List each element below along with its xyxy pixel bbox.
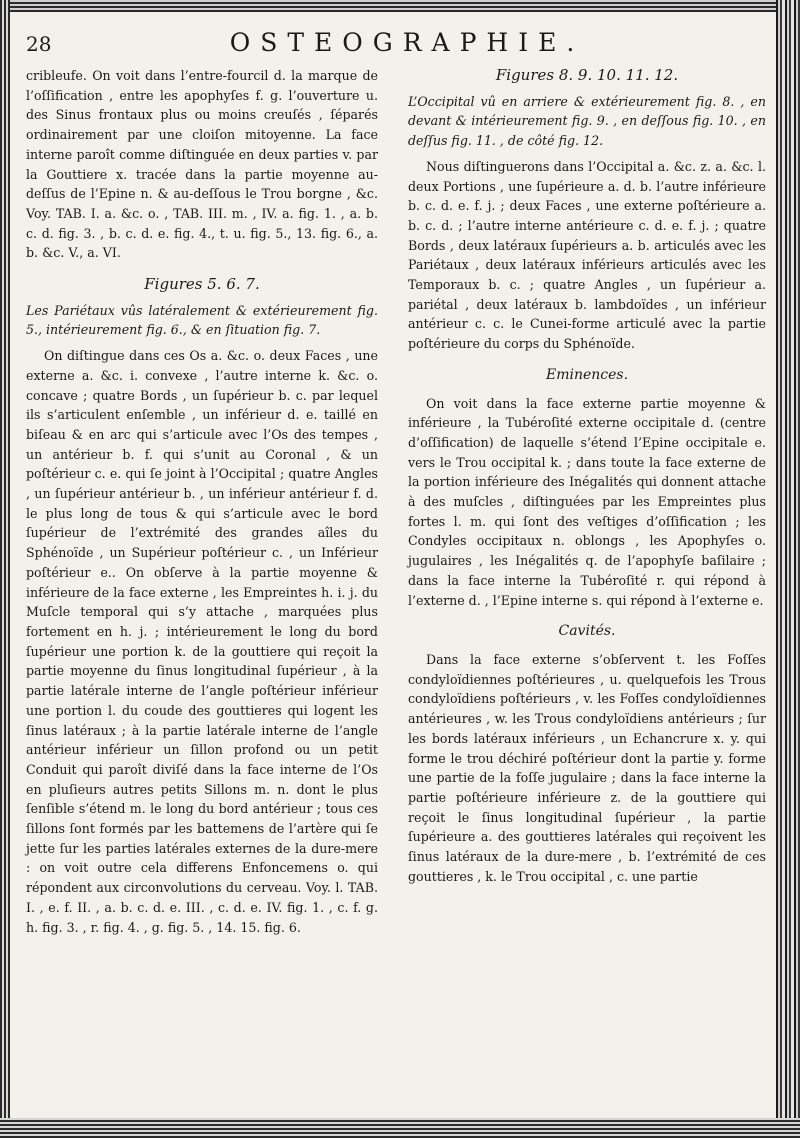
page-left-border (0, 0, 10, 1138)
left-paragraph-1: cribleufe. On voit dans l’entre-fourcil d. la marque de l’oſſification , entre les apophyſes f. g. l’ouverture u. des Sinus frontaux plus ou moins creuſés , ſéparés ordinairement par une cloiſon mitoyenne. La face interne paroît comme diſtinguée en deux parties v. par la Gouttiere x. tracée dans la partie moyenne au-deſſus de l’Epine n. & au-deſſous le Trou borgne , &c. Voy. TAB. I. a. &c. o. , TAB. III. m. , IV. a. fig. 1. , a. b. c. d. fig. 3. , b. c. d. e. fig. 4., t. u. fig. 5., 13. fig. 6., a. b. &c. V., a. VI. (26, 68, 378, 261)
left-column (26, 66, 378, 943)
right-paragraph-3: Dans la face externe s’obſervent t. les Foſſes condyloïdiennes poſtérieures , u. quelquefois les Trous condyloïdiens poſtérieurs , v. les Foſſes condyloïdiennes antérieures , w. les Trous condyloïdiens antérieurs ; ſur les bords latéraux inférieurs , un Echancrure x. y. qui forme le trou déchiré poſtérieur dont la partie y. forme une partie de la foſſe jugulaire ; dans la face interne la partie poſtérieure inférieure z. de la gouttiere qui reçoit le ſinus longitudinal ſupérieur , la partie ſupérieure a. des gouttieres latérales qui reçoivent les ſinus latéraux de la dure-mere , b. l’extrémité de ces gouttieres , k. le Trou occipital , c. une partie (408, 651, 766, 884)
figures-caption-occipital: L’Occipital vû en arriere & extérieurement fig. 8. , en devant & intérieurement fig. 9. , en deſſous fig. 10. , en deſſus fig. 11. , de côté fig. 12. (408, 93, 766, 149)
left-paragraph-2: On diſtingue dans ces Os a. &c. o. deux Faces , une externe a. &c. i. convexe , l’autre interne k. &c. o. concave ; quatre Bords , un ſupérieur b. c. par lequel ils s’articulent enſemble , un inférieur d. e. taillé en biſeau & en arc qui s’articule avec l’Os des tempes , un antérieur b. f. qui s’unit au Coronal , & un poſtérieur c. e. qui ſe joint à l’Occipital ; quatre Angles , un ſupérieur antérieur b. , un inférieur antérieur f. d. le plus long de tous & qui s’articule avec le bord ſupérieur de l’extrémité des grandes aîles du Sphénoïde , un Supérieur poſtérieur c. , un Inférieur poſtérieur e.. On obſerve à la partie moyenne & inférieure de la face externe , les Empreintes h. i. j. du Muſcle temporal qui s’y attache , marquées plus fortement en h. j. ; intérieurement le long du bord ſupérieur une portion k. de la gouttiere qui reçoit la partie moyenne du ſinus longitudinal ſupérieur , à la partie latérale interne de l’angle poſtérieur inférieur une portion l. du coude des gouttieres qui logent les ſinus latéraux ; à la partie latérale interne de l’angle antérieur inférieur un ſillon profond ou un petit Conduit qui paroît diviſé dans la face interne de l’Os en pluſieurs autres petits Sillons m. n. dont le plus ſenſible s’étend m. le long du bord antérieur ; tous ces ſillons ſont formés par les battemens de l’artère qui ſe jette ſur les parties latérales externes de la dure-mere : on voit outre cela differens Enfoncemens o. qui répondent aux circonvolutions du cerveau. Voy. l. TAB. I. , e. f. II. , a. b. c. d. e. III. , c. d. e. IV. fig. 1. , c. f. g. h. fig. 3. , r. fig. 4. , g. fig. 5. , 14. 15. fig. 6. (26, 348, 378, 935)
running-title: OSTEOGRAPHIE. (229, 28, 585, 57)
page-header (26, 28, 766, 62)
page-bottom-border (0, 1118, 800, 1138)
page-top-border (0, 0, 800, 12)
page-right-border (776, 0, 800, 1138)
right-paragraph-1: Nous diſtinguerons dans l’Occipital a. &c. z. a. &c. l. deux Portions , une ſupérieure a. d. b. l’autre inférieure b. c. d. e. f. j. ; deux Faces , une externe poſtérieure a. b. c. d. ; l’autre interne antérieure c. d. e. f. j. ; quatre Bords , deux latéraux ſupérieurs a. b. articulés avec les Pariétaux , deux latéraux inférieurs articulés avec les Temporaux b. c. ; quatre Angles , un ſupérieur a. pariétal , deux latéraux b. lambdoïdes , un inférieur antérieur c. c. le Cunei-forme articulé avec la partie poſtérieure du corps du Sphénoïde. (408, 158, 766, 352)
right-column (408, 66, 766, 892)
section-heading-eminences: Eminences. (545, 366, 629, 383)
figures-caption-parietaux: Les Pariétaux vûs latéralement & extérieurement fig. 5., intérieurement fig. 6., & en ſituation fig. 7. (26, 302, 378, 338)
page-number: 28 (26, 32, 52, 56)
right-paragraph-2: On voit dans la face externe partie moyenne & inférieure , la Tubéroſité externe occipitale d. (centre d’oſſification) de laquelle s’étend l’Epine occipitale e. vers le Trou occipital k. ; dans toute la face externe de la portion inférieure des Inégalités qui donnent attache à des muſcles , diſtinguées par les Empreintes plus fortes l. m. qui ſont des veſtiges d’oſſification ; les Condyles occipitaux n. oblongs , les Apophyſes o. jugulaires , les Inégalités q. de l’apophyſe baſilaire ; dans la face interne la Tubéroſité r. qui répond à l’externe d. , l’Epine interne s. qui répond à l’externe e. (408, 395, 766, 608)
section-heading-cavites: Cavités. (558, 623, 616, 640)
figures-heading-5-7: Figures 5. 6. 7. (144, 275, 260, 294)
figures-heading-8-12: Figures 8. 9. 10. 11. 12. (495, 66, 679, 84)
